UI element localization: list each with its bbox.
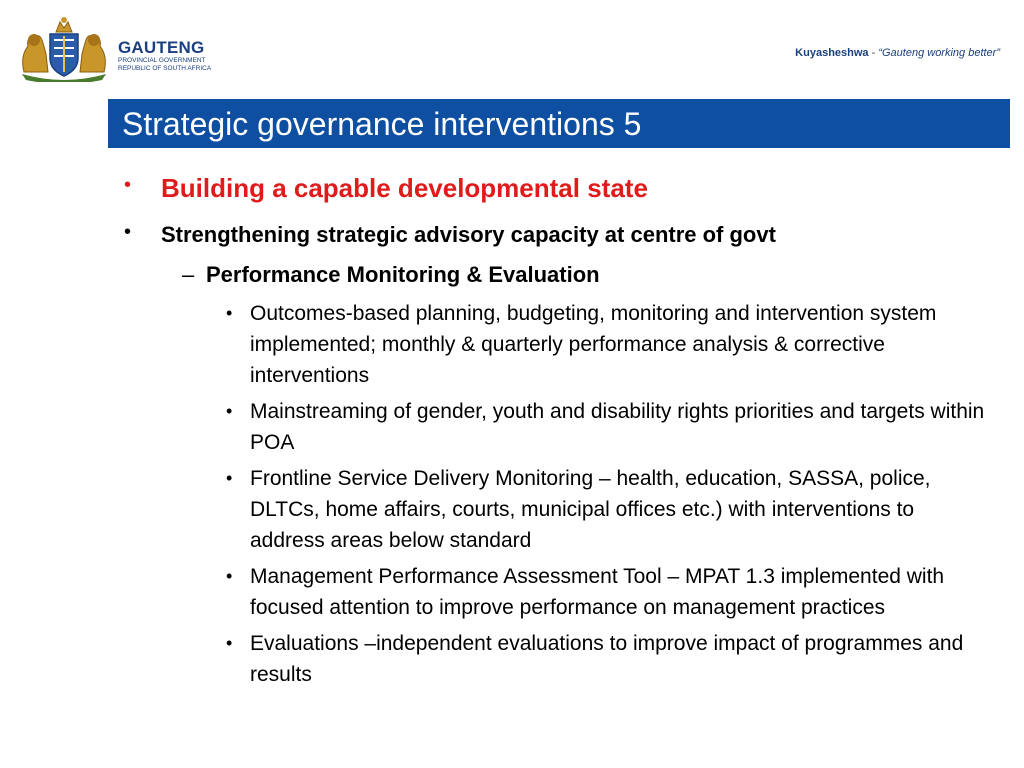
list-item xyxy=(226,463,986,556)
brand-subline-1: PROVINCIAL GOVERNMENT xyxy=(118,57,206,64)
bullet-marker: • xyxy=(226,303,233,323)
bullet-marker: • xyxy=(124,174,132,196)
list-item xyxy=(226,561,986,623)
list-item-text: Frontline Service Delivery Monitoring – health, education, SASSA, police, DLTCs, home affairs, courts, municipal offices etc.) with interventions to address areas below standard xyxy=(250,467,931,552)
bullet-text: Strengthening strategic advisory capacity at centre of govt xyxy=(161,222,776,247)
sub-bullet-list xyxy=(226,298,986,695)
brand-name: GAUTENG xyxy=(118,38,205,57)
tagline-quote: “Gauteng working better” xyxy=(878,47,1000,59)
bullet-marker: • xyxy=(226,468,233,488)
list-item-text: Outcomes-based planning, budgeting, monitoring and intervention system implemented; monthly & quarterly performance analysis & corrective interventions xyxy=(250,302,937,387)
bullet-text: Performance Monitoring & Evaluation xyxy=(206,262,600,287)
slide-title: Strategic governance interventions 5 xyxy=(122,106,642,142)
list-item-text: Mainstreaming of gender, youth and disability rights priorities and targets within POA xyxy=(250,400,985,454)
list-item-text: Management Performance Assessment Tool – MPAT 1.3 implemented with focused attention to improve performance on management practices xyxy=(250,565,945,619)
dash-marker: – xyxy=(182,262,195,287)
bullet-marker: • xyxy=(226,633,233,653)
tagline-separator: - xyxy=(868,47,879,59)
tagline-name: Kuyasheshwa xyxy=(795,47,869,59)
bullet-marker: • xyxy=(226,566,233,586)
list-item xyxy=(226,396,986,458)
list-item xyxy=(226,628,986,690)
bullet-text: Building a capable developmental state xyxy=(161,173,648,203)
list-item-text: Evaluations –independent evaluations to improve impact of programmes and results xyxy=(250,632,964,686)
bullet-marker: • xyxy=(124,221,132,243)
list-item xyxy=(226,298,986,391)
bullet-marker: • xyxy=(226,401,233,421)
brand-subline-2: REPUBLIC OF SOUTH AFRICA xyxy=(118,65,212,72)
